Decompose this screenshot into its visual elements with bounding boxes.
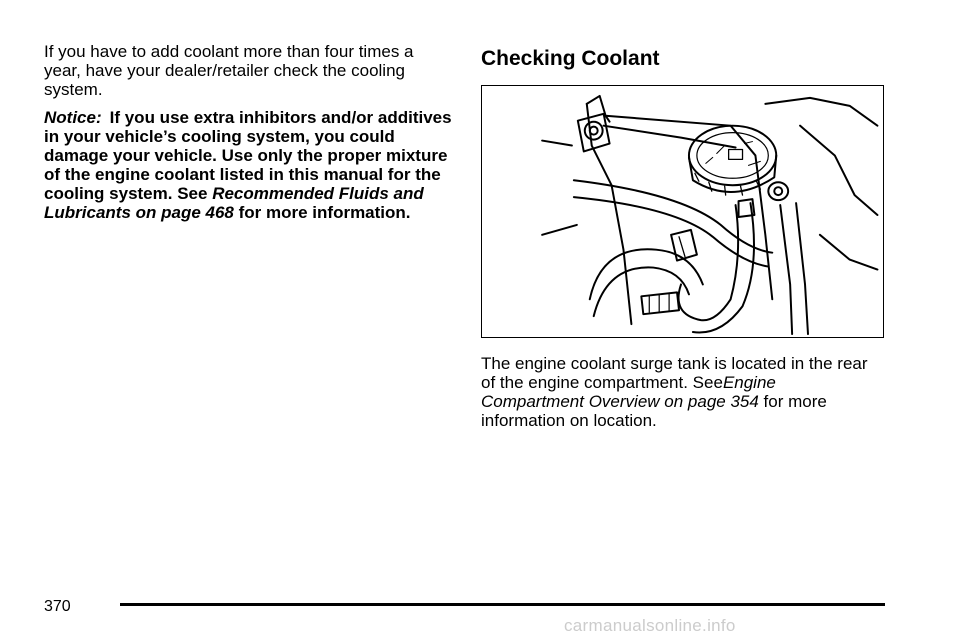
coolant-surge-tank-figure — [481, 85, 884, 338]
notice-end-text: for more information. — [238, 203, 411, 222]
notice-label: Notice: — [44, 108, 102, 127]
body-start-text: The engine coolant surge tank is located in the rear of the engine compartment. See — [481, 354, 868, 392]
coolant-add-paragraph: If you have to add coolant more than four times a year, have your dealer/retailer check the cooling system. — [44, 42, 414, 99]
notice-paragraph — [44, 108, 452, 222]
notice-text: If you use extra inhibitors and/or additives in your vehicle’s cooling system, you could damage your vehicle. Use only the proper mixture of the engine coolant listed in this manual for the cooling system. See — [44, 108, 452, 203]
notice-reference-link[interactable]: Recommended Fluids and Lubricants on page 468 — [44, 184, 424, 222]
coolant-surge-tank-illustration — [482, 86, 883, 337]
left-column — [44, 42, 452, 222]
section-heading: Checking Coolant — [481, 47, 660, 70]
body-end-text: for more information on location. — [481, 392, 827, 430]
surge-tank-location-paragraph — [481, 354, 881, 430]
footer-rule — [120, 603, 885, 606]
page-number: 370 — [44, 598, 71, 615]
watermark: carmanualsonline.info — [564, 616, 736, 635]
engine-compartment-reference-link[interactable]: Engine Compartment Overview on page 354 — [481, 373, 776, 411]
